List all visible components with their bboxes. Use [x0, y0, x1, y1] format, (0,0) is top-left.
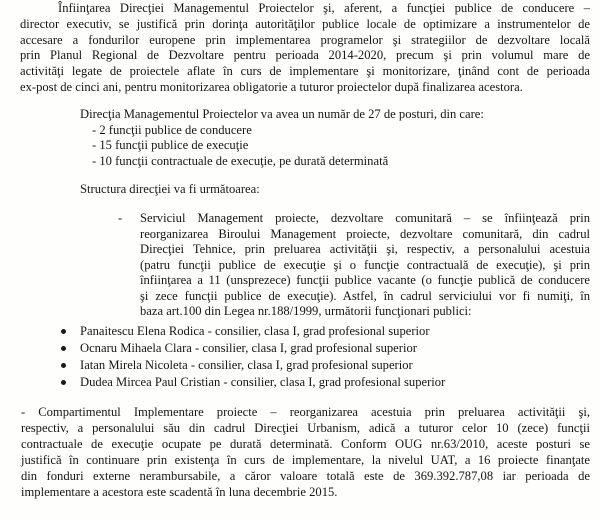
posts-item [92, 154, 590, 170]
service-line [140, 242, 590, 258]
posts-summary-heading: Direcţia Managementul Proiectelor va avea un număr de 27 de posturi, din care: [80, 107, 484, 121]
list-bullet-icon [61, 363, 66, 368]
service-line [140, 304, 590, 320]
department-line-text: contractuale de execuţie ocupate pe durată determinată. Conform OUG nr.63/2010, aceste posturi se [21, 437, 590, 451]
service-line-text: şi zece funcţii publice de execuţie). Astfel, în cadrul serviciului vor fi numiţi, în [140, 288, 590, 303]
service-line-text: Serviciul Management proiecte, dezvoltare comunitară – se înfiinţează prin [140, 211, 590, 225]
department-line-text: implementare a acestora este scadentă în luna decembrie 2015. [21, 485, 338, 499]
department-line [21, 452, 590, 468]
intro-line-text: activităţi legate de proiectele aflate în curs de implementare şi monitorizare, ţinând cont de perioada [20, 64, 590, 79]
intro-line [20, 1, 590, 17]
intro-line [20, 48, 590, 64]
intro-line-text: prin Planul Regional de Dezvoltare pentru perioada 2014-2020, precum şi prin volumul mare de [20, 48, 590, 63]
service-line-text: reorganizarea Biroului Management proiecte, dezvoltare comunitară, din cadrul [140, 226, 590, 241]
department-section [21, 404, 590, 500]
official-item [58, 340, 588, 357]
intro-line [20, 64, 590, 80]
department-line-text: respectiv, a personalului său din cadrul Direcţiei Urbanism, adică a tuturor celor 10 (zece) funcţii [21, 421, 590, 435]
intro-line [20, 80, 590, 96]
department-line-text: - Compartimentul Implementare proiecte – reorganizarea acestuia prin preluarea activităţii şi, [21, 405, 590, 419]
official-text: Dudea Mircea Paul Cristian - consilier, clasa I, grad profesional superior [80, 375, 446, 389]
official-text: Ocnaru Mihaela Clara - consilier, clasa I, grad profesional superior [80, 341, 417, 355]
official-item [58, 374, 588, 391]
intro-line-text: director executiv, se justifică prin dorinţa autorităţilor publice locale de optimizare a instrumentelor de [20, 16, 590, 31]
department-line [21, 484, 590, 500]
department-line [21, 420, 590, 436]
posts-item [92, 138, 590, 154]
department-line [21, 404, 590, 420]
department-line-text: din fonduri externe nerambursabile, a căror valoare totală este de 369.392.787,08 iar perioada de [21, 469, 590, 483]
service-line [140, 211, 590, 227]
department-line [21, 436, 590, 452]
service-line [140, 289, 590, 305]
intro-line [20, 33, 590, 49]
service-section [140, 211, 590, 320]
service-line [140, 273, 590, 289]
posts-summary-list [92, 123, 590, 170]
intro-paragraph [20, 1, 590, 96]
service-line [140, 227, 590, 243]
service-line-text: înfiinţarea a 11 (unsprezece) funcţii publice vacante (o funcţie publică de conducere [140, 273, 590, 287]
service-line [140, 258, 590, 274]
posts-item-text: - 15 funcţii publice de execuţie [92, 138, 249, 152]
official-item [58, 323, 588, 340]
intro-line [20, 17, 590, 33]
service-dash-marker: - [118, 211, 123, 225]
list-bullet-icon [61, 329, 66, 334]
intro-line-text: Înfiinţarea Direcţiei Managementul Proiectelor şi, aferent, a funcţiei publice de conducere – [58, 1, 590, 15]
list-bullet-icon [61, 346, 66, 351]
official-text: Panaitescu Elena Rodica - consilier, clasa I, grad profesional superior [80, 324, 430, 338]
structure-heading: Structura direcţiei va fi următoarea: [80, 182, 260, 196]
official-item [58, 357, 588, 374]
official-text: Iatan Mirela Nicoleta - consilier, clasa I, grad profesional superior [80, 358, 413, 372]
list-bullet-icon [61, 380, 66, 385]
service-line-text: (patru funcţii publice de execuţie şi o funcţie contractuală de execuţie), şi prin [140, 257, 590, 272]
department-line-text: justifică în continuare prin existenţa în curs de implementare, la nivelul UAT, a 16 proiecte finanţate [21, 453, 590, 467]
posts-item-text: - 2 funcţii publice de conducere [92, 122, 252, 137]
officials-list [58, 323, 588, 391]
posts-item-text: - 10 funcţii contractuale de execuţie, pe durată determinată [92, 153, 389, 168]
service-line-text: Direcţiei Tehnice, prin preluarea activităţii şi, respectiv, a personalului acestuia [140, 242, 590, 256]
intro-line-text: accesare a fondurilor europene prin implementarea programelor şi strategiilor de dezvoltare locală [20, 32, 590, 47]
posts-item [92, 123, 590, 139]
intro-line-text: ex-post de cinci ani, pentru monitorizarea obligatorie a tuturor proiectelor după finalizarea acestora. [20, 79, 523, 94]
service-line-text: baza art.100 din Legea nr.188/1999, următorii funcţionari publici: [140, 304, 472, 318]
department-line [21, 468, 590, 484]
